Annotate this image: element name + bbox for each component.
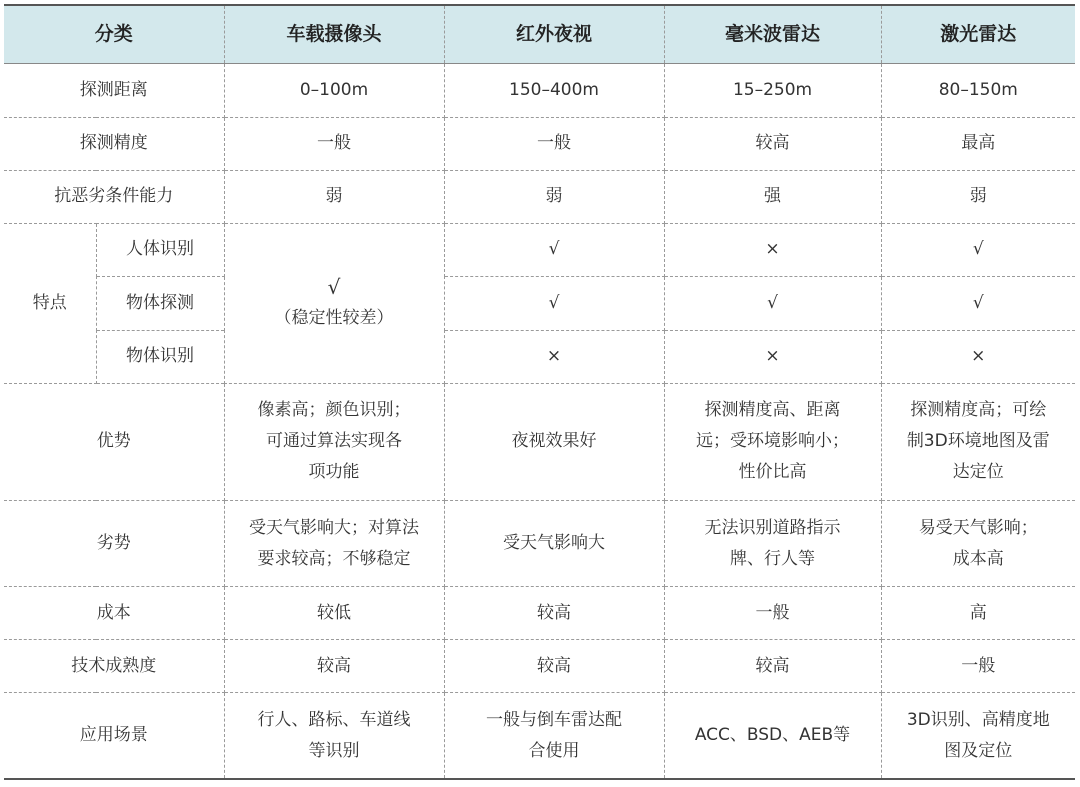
cell-multiline [224, 693, 444, 779]
cell-line: 性价比高 [738, 462, 807, 483]
table-row-object-recognition [4, 330, 1075, 383]
cell-multiline [224, 501, 444, 587]
cell-line: ACC、BSD、AEB等 [694, 725, 851, 746]
row-label-features: 特点 [4, 223, 96, 383]
cell-mark: × [881, 330, 1075, 383]
cell: 较低 [224, 587, 444, 640]
row-label: 成本 [4, 587, 224, 640]
table-row-maturity [4, 640, 1075, 693]
cell-multiline [881, 693, 1075, 779]
table-row-cost [4, 587, 1075, 640]
table-row-application [4, 693, 1075, 779]
cell-line: 行人、路标、车道线 [257, 709, 411, 730]
cell-line: 受天气影响大 [503, 533, 606, 554]
header-lidar: 激光雷达 [881, 5, 1075, 63]
cell-multiline [664, 501, 881, 587]
header-mmwave-radar: 毫米波雷达 [664, 5, 881, 63]
header-camera: 车载摄像头 [224, 5, 444, 63]
sub-row-label: 物体探测 [96, 276, 224, 330]
cell-mark: √ [664, 276, 881, 330]
table-row-distance [4, 63, 1075, 117]
cell: 较高 [444, 587, 664, 640]
cell: 较高 [224, 640, 444, 693]
cell-line: 等识别 [308, 740, 360, 761]
cell-line: 夜视效果好 [511, 431, 597, 452]
row-label: 探测精度 [4, 117, 224, 170]
cell-line: 合使用 [528, 740, 580, 761]
cell-mark: √ [444, 276, 664, 330]
cell: 最高 [881, 117, 1075, 170]
cell-line: 制3D环境地图及雷 [906, 431, 1050, 452]
cell: 弱 [224, 170, 444, 223]
cell: 0–100m [224, 63, 444, 117]
cell: 较高 [664, 117, 881, 170]
cell-multiline [881, 383, 1075, 500]
table-header-row [4, 5, 1075, 63]
cell: 一般 [664, 587, 881, 640]
cell-line: 一般与倒车雷达配 [486, 709, 623, 730]
sub-row-label: 物体识别 [96, 330, 224, 383]
table-row-accuracy [4, 117, 1075, 170]
cell-line: 图及定位 [944, 740, 1013, 761]
cell: 一般 [224, 117, 444, 170]
header-category: 分类 [4, 5, 224, 63]
sub-row-label: 人体识别 [96, 223, 224, 276]
cell-mark: × [444, 330, 664, 383]
cell: 较高 [444, 640, 664, 693]
cell-multiline [664, 693, 881, 779]
cell: 150–400m [444, 63, 664, 117]
cell-line: 探测精度高、距离 [704, 400, 841, 421]
cell-line: 成本高 [952, 548, 1004, 569]
cell-multiline [444, 383, 664, 500]
row-label: 劣势 [4, 501, 224, 587]
row-label: 应用场景 [4, 693, 224, 779]
cell-multiline [444, 693, 664, 779]
row-label: 探测距离 [4, 63, 224, 117]
camera-features-cell [224, 223, 444, 383]
cell-line: 易受天气影响； [918, 517, 1038, 538]
table-row-object-detection [4, 276, 1075, 330]
row-label: 优势 [4, 383, 224, 500]
row-label: 技术成熟度 [4, 640, 224, 693]
camera-stability-note: （稳定性较差） [274, 308, 394, 329]
cell-line: 受天气影响大；对算法 [249, 517, 420, 538]
cell-line: 无法识别道路指示 [704, 517, 841, 538]
cell: 强 [664, 170, 881, 223]
sensor-comparison-table [4, 4, 1075, 780]
cell: 高 [881, 587, 1075, 640]
cell-line: 项功能 [308, 462, 360, 483]
cell-multiline [224, 383, 444, 500]
cell-line: 达定位 [952, 462, 1004, 483]
table-row-disadvantage [4, 501, 1075, 587]
cell-line: 像素高；颜色识别； [257, 400, 411, 421]
cell: 弱 [881, 170, 1075, 223]
table-row-advantage [4, 383, 1075, 500]
cell-mark: √ [444, 223, 664, 276]
cell-multiline [444, 501, 664, 587]
table-row-weather-resistance [4, 170, 1075, 223]
table-row-human-recognition [4, 223, 1075, 276]
cell: 弱 [444, 170, 664, 223]
cell-line: 远；受环境影响小； [696, 431, 850, 452]
cell-multiline [664, 383, 881, 500]
cell-mark: × [664, 223, 881, 276]
cell-mark: √ [881, 223, 1075, 276]
cell-line: 要求较高；不够稳定 [257, 548, 411, 569]
cell: 15–250m [664, 63, 881, 117]
cell-line: 牌、行人等 [730, 548, 816, 569]
header-infrared: 红外夜视 [444, 5, 664, 63]
cell: 80–150m [881, 63, 1075, 117]
cell-line: 探测精度高；可绘 [910, 400, 1047, 421]
checkmark: √ [327, 275, 341, 300]
row-label: 抗恶劣条件能力 [4, 170, 224, 223]
cell-line: 可通过算法实现各 [266, 431, 403, 452]
cell: 一般 [881, 640, 1075, 693]
cell-line: 3D识别、高精度地 [906, 709, 1050, 730]
cell-mark: √ [881, 276, 1075, 330]
cell-mark: × [664, 330, 881, 383]
cell: 较高 [664, 640, 881, 693]
cell-multiline [881, 501, 1075, 587]
cell: 一般 [444, 117, 664, 170]
